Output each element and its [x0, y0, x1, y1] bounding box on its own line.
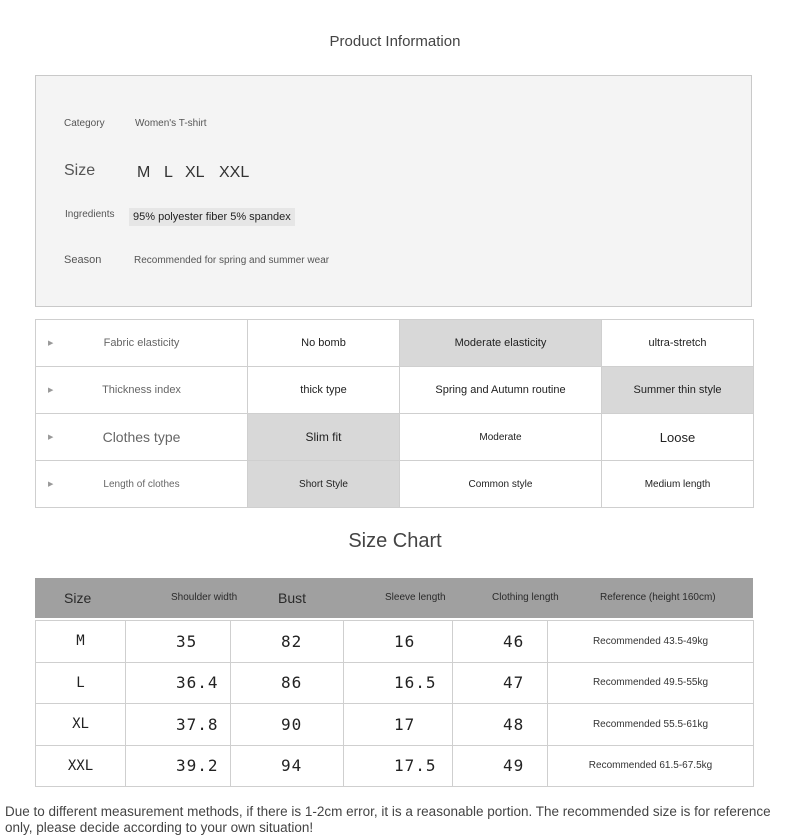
- size-row-xxl: [36, 745, 754, 787]
- size-chart-table: [35, 620, 754, 787]
- header-sleeve-length: Sleeve length: [385, 592, 446, 603]
- triangle-icon: ▶: [48, 481, 54, 488]
- attribute-option-selected: Summer thin style: [602, 367, 754, 414]
- attribute-label-cell: [36, 320, 248, 367]
- attribute-label: Length of clothes: [103, 478, 180, 490]
- bust-cell: 90: [231, 704, 344, 746]
- sleeve-cell: 16.5: [344, 662, 453, 704]
- attribute-table: [35, 319, 754, 508]
- attribute-label-cell: [36, 414, 248, 461]
- size-cell: XL: [36, 704, 126, 746]
- attribute-option: No bomb: [248, 320, 400, 367]
- attribute-label: Thickness index: [102, 384, 181, 396]
- ingredients-value: 95% polyester fiber 5% spandex: [129, 208, 295, 226]
- header-size: Size: [64, 590, 92, 606]
- attribute-row-thickness: [36, 367, 754, 414]
- attribute-option-selected: Slim fit: [248, 414, 400, 461]
- category-label: Category: [64, 118, 105, 129]
- attribute-option: Medium length: [602, 461, 754, 508]
- triangle-icon: ▶: [48, 387, 54, 394]
- length-cell: 48: [453, 704, 548, 746]
- size-row-l: [36, 662, 754, 704]
- size-cell: M: [36, 621, 126, 663]
- bust-cell: 86: [231, 662, 344, 704]
- triangle-icon: ▶: [48, 340, 54, 347]
- season-label: Season: [64, 254, 102, 266]
- reference-cell: Recommended 43.5-49kg: [548, 621, 754, 663]
- shoulder-cell: 36.4: [126, 662, 231, 704]
- shoulder-cell: 39.2: [126, 745, 231, 787]
- attribute-row-clothes-type: [36, 414, 754, 461]
- product-info-box: [35, 75, 752, 307]
- length-cell: 47: [453, 662, 548, 704]
- sleeve-cell: 17.5: [344, 745, 453, 787]
- size-row-m: [36, 621, 754, 663]
- header-bust: Bust: [278, 590, 307, 606]
- header-reference: Reference (height 160cm): [600, 592, 716, 603]
- footnote: Due to different measurement methods, if there is 1-2cm error, it is a reasonable portion. The recommended size is for reference only, please decide according to your own situation!: [5, 804, 771, 835]
- size-option-l: L: [164, 164, 173, 181]
- header-shoulder-width: Shoulder width: [171, 592, 238, 603]
- sleeve-cell: 16: [344, 621, 453, 663]
- attribute-option-selected: Moderate elasticity: [400, 320, 602, 367]
- size-option-m: M: [137, 164, 151, 181]
- length-cell: 49: [453, 745, 548, 787]
- attribute-row-elasticity: [36, 320, 754, 367]
- attribute-row-length: [36, 461, 754, 508]
- length-cell: 46: [453, 621, 548, 663]
- attribute-option-selected: Short Style: [248, 461, 400, 508]
- attribute-option: Common style: [400, 461, 602, 508]
- shoulder-cell: 35: [126, 621, 231, 663]
- size-option-xxl: XXL: [219, 164, 250, 181]
- triangle-icon: ▶: [48, 434, 54, 441]
- bust-cell: 82: [231, 621, 344, 663]
- size-chart-title: Size Chart: [348, 530, 442, 552]
- size-chart-header: [35, 578, 753, 618]
- size-label: Size: [64, 162, 96, 179]
- attribute-option: thick type: [248, 367, 400, 414]
- bust-cell: 94: [231, 745, 344, 787]
- product-information-title: Product Information: [329, 33, 461, 50]
- attribute-label: Fabric elasticity: [103, 337, 180, 349]
- attribute-label-cell: [36, 461, 248, 508]
- attribute-label-cell: [36, 367, 248, 414]
- size-row-xl: [36, 704, 754, 746]
- size-cell: L: [36, 662, 126, 704]
- attribute-option: Spring and Autumn routine: [400, 367, 602, 414]
- reference-cell: Recommended 49.5-55kg: [548, 662, 754, 704]
- reference-cell: Recommended 61.5-67.5kg: [548, 745, 754, 787]
- sleeve-cell: 17: [344, 704, 453, 746]
- attribute-option: Moderate: [400, 414, 602, 461]
- season-value: Recommended for spring and summer wear: [134, 255, 330, 266]
- size-cell: XXL: [36, 745, 126, 787]
- size-option-xl: XL: [185, 164, 205, 181]
- category-value: Women's T-shirt: [135, 118, 207, 129]
- attribute-option: Loose: [602, 414, 754, 461]
- ingredients-label: Ingredients: [65, 209, 115, 220]
- reference-cell: Recommended 55.5-61kg: [548, 704, 754, 746]
- header-clothing-length: Clothing length: [492, 592, 559, 603]
- attribute-label: Clothes type: [102, 429, 181, 445]
- attribute-option: ultra-stretch: [602, 320, 754, 367]
- shoulder-cell: 37.8: [126, 704, 231, 746]
